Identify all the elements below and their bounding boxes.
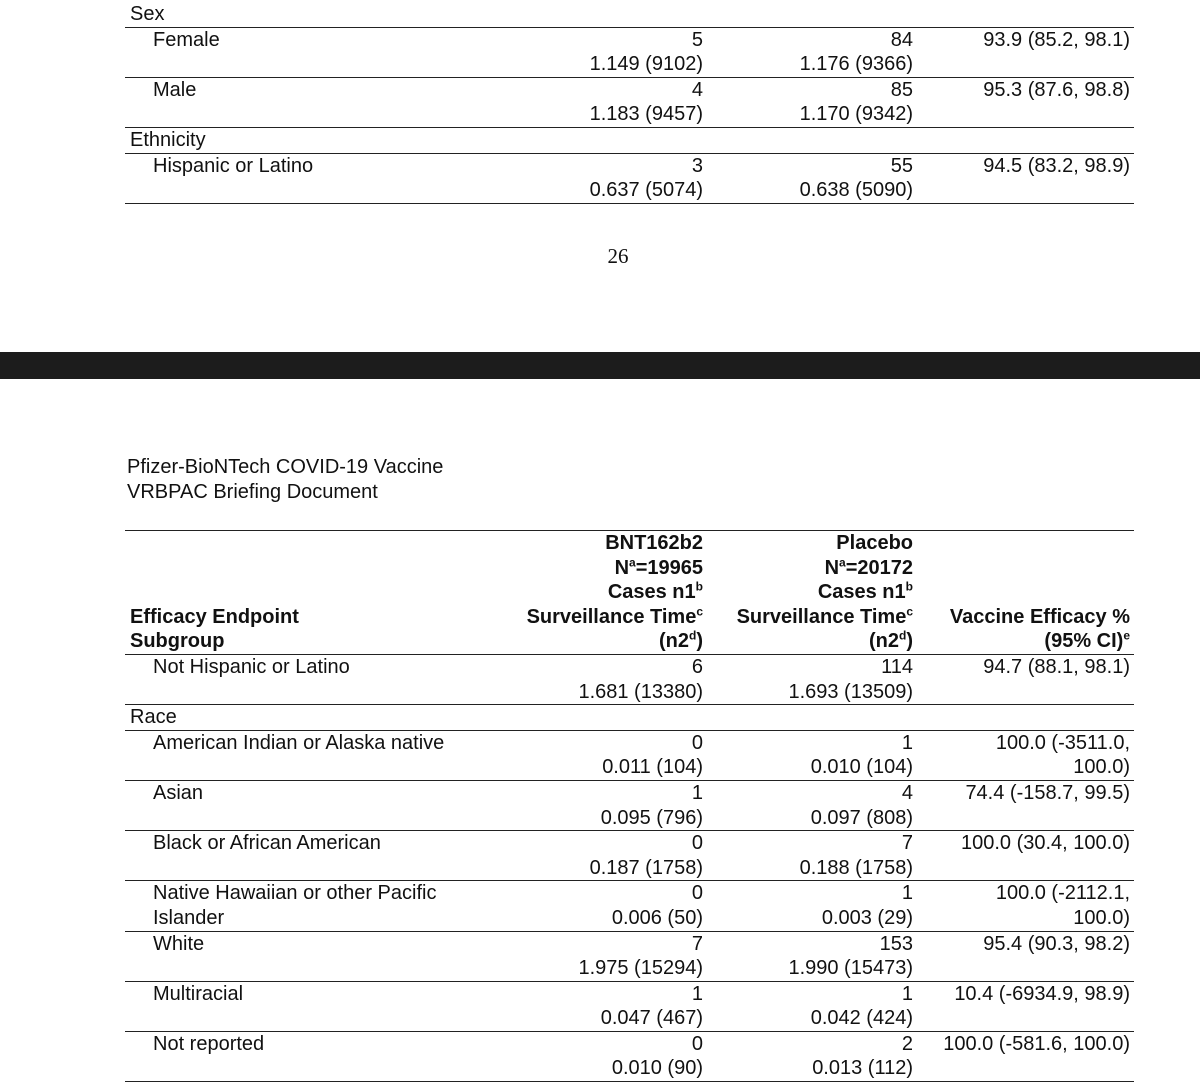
placebo-cell <box>703 28 913 77</box>
header-placebo-name: Placebo <box>836 532 913 554</box>
subgroup-cell <box>125 831 502 880</box>
subgroup-label: White <box>153 932 205 955</box>
placebo-cases: 114 <box>881 655 913 678</box>
ve-cell <box>913 982 1134 1031</box>
header-bnt-surv: Surveillance Time$^c$ <box>526 604 703 628</box>
table-row <box>125 78 1134 128</box>
placebo-cell <box>703 731 913 780</box>
placebo-cell <box>703 1032 913 1081</box>
bnt-surveillance: 0.011 (104) <box>602 756 703 779</box>
placebo-cell <box>703 154 913 203</box>
subgroup-cell <box>125 28 502 77</box>
group-label: Race <box>130 706 177 729</box>
vaccine-efficacy: 74.4 (-158.7, 99.5) <box>965 781 1130 804</box>
bnt-surveillance: 0.637 (5074) <box>589 179 703 202</box>
placebo-surveillance: 0.003 (29) <box>821 906 913 929</box>
placebo-cell <box>703 932 913 981</box>
table-row <box>125 28 1134 78</box>
header-ve-cell <box>913 531 1134 654</box>
placebo-surveillance: 1.176 (9366) <box>799 53 913 76</box>
table-row <box>125 731 1134 781</box>
header-bnt-n: $N^a=19965$ <box>614 554 703 579</box>
placebo-cases: 84 <box>890 28 913 51</box>
subgroup-label: Hispanic or Latino <box>153 154 314 177</box>
bnt-cell <box>502 932 703 981</box>
bnt-cell <box>502 831 703 880</box>
subgroup-label: Multiracial <box>153 982 244 1005</box>
header-placebo-n: $N^a=20172$ <box>824 554 913 579</box>
subgroup-label: Native Hawaiian or other Pacific <box>153 882 437 905</box>
subgroup-cell <box>125 655 502 704</box>
bnt-cases: 0 <box>691 832 703 855</box>
subgroup-label: Not Hispanic or Latino <box>153 655 350 678</box>
placebo-surveillance: 1.693 (13509) <box>788 680 913 703</box>
placebo-surveillance: 0.638 (5090) <box>799 179 913 202</box>
placebo-cases: 55 <box>890 154 913 177</box>
bnt-surveillance: 0.006 (50) <box>611 906 703 929</box>
bnt-cell <box>502 28 703 77</box>
placebo-surveillance: 0.042 (424) <box>810 1007 913 1030</box>
ve-cell <box>913 78 1134 127</box>
table-row <box>125 655 1134 705</box>
bnt-cell <box>502 78 703 127</box>
group-row <box>125 705 1134 731</box>
table-row <box>125 154 1134 204</box>
document-header <box>127 455 443 504</box>
page-number: 26 <box>607 244 629 268</box>
bnt-surveillance: 1.183 (9457) <box>589 103 703 126</box>
bnt-cases: 5 <box>691 28 703 51</box>
subgroup-cell <box>125 982 502 1031</box>
bnt-cases: 6 <box>691 655 703 678</box>
bnt-surveillance: 0.010 (90) <box>611 1057 703 1080</box>
table-row <box>125 881 1134 931</box>
bnt-surveillance: 1.681 (13380) <box>578 680 703 703</box>
header-bnt-cases: Cases n1$^b$ <box>607 579 703 604</box>
bnt-cases: 7 <box>691 932 703 955</box>
header-ve: Vaccine Efficacy % <box>949 605 1130 628</box>
placebo-cell <box>703 78 913 127</box>
vaccine-efficacy: 95.4 (90.3, 98.2) <box>983 932 1130 955</box>
placebo-cases: 1 <box>901 731 913 754</box>
vaccine-efficacy: 100.0 (30.4, 100.0) <box>960 832 1130 855</box>
efficacy-table-page-26 <box>125 2 1134 204</box>
vaccine-efficacy: 10.4 (-6934.9, 98.9) <box>954 982 1130 1005</box>
document-title: Pfizer-BioNTech COVID-19 Vaccine <box>127 456 444 478</box>
ve-cell <box>913 781 1134 830</box>
ve-cell <box>913 28 1134 77</box>
bnt-cell <box>502 881 703 930</box>
placebo-surveillance: 0.188 (1758) <box>799 856 913 879</box>
header-placebo-surv: Surveillance Time$^c$ <box>736 604 913 628</box>
table-row <box>125 982 1134 1032</box>
ve-cell <box>913 932 1134 981</box>
vaccine-efficacy: 100.0 (-3511.0, <box>995 731 1130 754</box>
placebo-cell <box>703 881 913 930</box>
placebo-cases: 4 <box>901 781 913 804</box>
placebo-cases: 85 <box>890 78 913 101</box>
placebo-cases: 7 <box>901 832 913 855</box>
vaccine-efficacy-cont: 100.0) <box>1073 906 1130 929</box>
subgroup-cell <box>125 78 502 127</box>
bnt-cell <box>502 781 703 830</box>
bnt-cell <box>502 982 703 1031</box>
subgroup-cell <box>125 731 502 780</box>
bnt-surveillance: 0.187 (1758) <box>589 856 703 879</box>
bnt-surveillance: 1.149 (9102) <box>589 53 703 76</box>
vaccine-efficacy-cont: 100.0) <box>1073 756 1130 779</box>
placebo-surveillance: 0.013 (112) <box>812 1057 913 1080</box>
page-divider <box>0 352 1200 379</box>
subgroup-cell <box>125 781 502 830</box>
subgroup-label: Asian <box>153 781 204 804</box>
header-bnt-name: BNT162b2 <box>605 532 703 554</box>
bnt-cases: 0 <box>691 1032 703 1055</box>
placebo-cases: 153 <box>879 932 913 955</box>
bnt-surveillance: 1.975 (15294) <box>578 957 703 980</box>
subgroup-label: Male <box>153 78 197 101</box>
bnt-cases: 1 <box>691 982 703 1005</box>
placebo-cell <box>703 982 913 1031</box>
header-subgroup: Subgroup <box>130 630 225 653</box>
group-row <box>125 128 1134 154</box>
header-ci: (95% CI)$^e$ <box>1044 628 1130 653</box>
efficacy-table-page-27 <box>125 530 1134 1082</box>
group-row <box>125 2 1134 28</box>
vaccine-efficacy: 100.0 (-2112.1, <box>995 882 1130 905</box>
group-label: Ethnicity <box>130 128 206 151</box>
placebo-cell <box>703 781 913 830</box>
placebo-cell <box>703 831 913 880</box>
subgroup-label: Black or African American <box>153 832 381 855</box>
subgroup-label: Female <box>153 28 220 51</box>
vaccine-efficacy: 93.9 (85.2, 98.1) <box>983 28 1130 51</box>
ve-cell <box>913 831 1134 880</box>
subgroup-cell <box>125 881 502 930</box>
bnt-cases: 0 <box>691 731 703 754</box>
subgroup-label: Not reported <box>153 1032 265 1055</box>
vaccine-efficacy: 95.3 (87.6, 98.8) <box>983 78 1130 101</box>
ve-cell <box>913 1032 1134 1081</box>
placebo-surveillance: 1.170 (9342) <box>799 103 913 126</box>
ve-cell <box>913 655 1134 704</box>
bnt-cases: 0 <box>691 882 703 905</box>
subgroup-label-cont: Islander <box>153 906 225 929</box>
bnt-cases: 1 <box>691 781 703 804</box>
header-placebo-cell <box>703 531 913 654</box>
table-row <box>125 781 1134 831</box>
table-row <box>125 831 1134 881</box>
bnt-cases: 4 <box>691 78 703 101</box>
placebo-surveillance: 1.990 (15473) <box>788 957 913 980</box>
table-row <box>125 932 1134 982</box>
table-body <box>125 655 1134 1082</box>
header-placebo-n2: (n2$^d$) <box>868 628 913 653</box>
header-bnt-cell <box>502 531 703 654</box>
placebo-surveillance: 0.010 (104) <box>810 756 913 779</box>
header-endpoint: Efficacy Endpoint <box>130 605 299 628</box>
ve-cell <box>913 881 1134 930</box>
vaccine-efficacy: 100.0 (-581.6, 100.0) <box>943 1032 1130 1055</box>
table-header-row <box>125 531 1134 655</box>
header-placebo-cases: Cases n1$^b$ <box>817 579 913 604</box>
header-endpoint-cell <box>125 531 502 654</box>
placebo-cases: 2 <box>901 1032 913 1055</box>
vaccine-efficacy: 94.7 (88.1, 98.1) <box>983 655 1130 678</box>
group-label: Sex <box>130 3 165 25</box>
bnt-surveillance: 0.047 (467) <box>600 1007 703 1030</box>
header-bnt-n2: (n2$^d$) <box>658 628 703 653</box>
table-row <box>125 1032 1134 1082</box>
bnt-surveillance: 0.095 (796) <box>600 806 703 829</box>
bnt-cell <box>502 731 703 780</box>
subgroup-cell <box>125 1032 502 1081</box>
subgroup-cell <box>125 154 502 203</box>
document-subtitle: VRBPAC Briefing Document <box>127 480 378 503</box>
bnt-cell <box>502 655 703 704</box>
placebo-cell <box>703 655 913 704</box>
bnt-cases: 3 <box>691 154 703 177</box>
subgroup-label: American Indian or Alaska native <box>153 731 445 754</box>
ve-cell <box>913 731 1134 780</box>
bnt-cell <box>502 1032 703 1081</box>
bnt-cell <box>502 154 703 203</box>
ve-cell <box>913 154 1134 203</box>
subgroup-cell <box>125 932 502 981</box>
vaccine-efficacy: 94.5 (83.2, 98.9) <box>983 154 1130 177</box>
placebo-cases: 1 <box>901 982 913 1005</box>
placebo-cases: 1 <box>901 882 913 905</box>
placebo-surveillance: 0.097 (808) <box>810 806 913 829</box>
